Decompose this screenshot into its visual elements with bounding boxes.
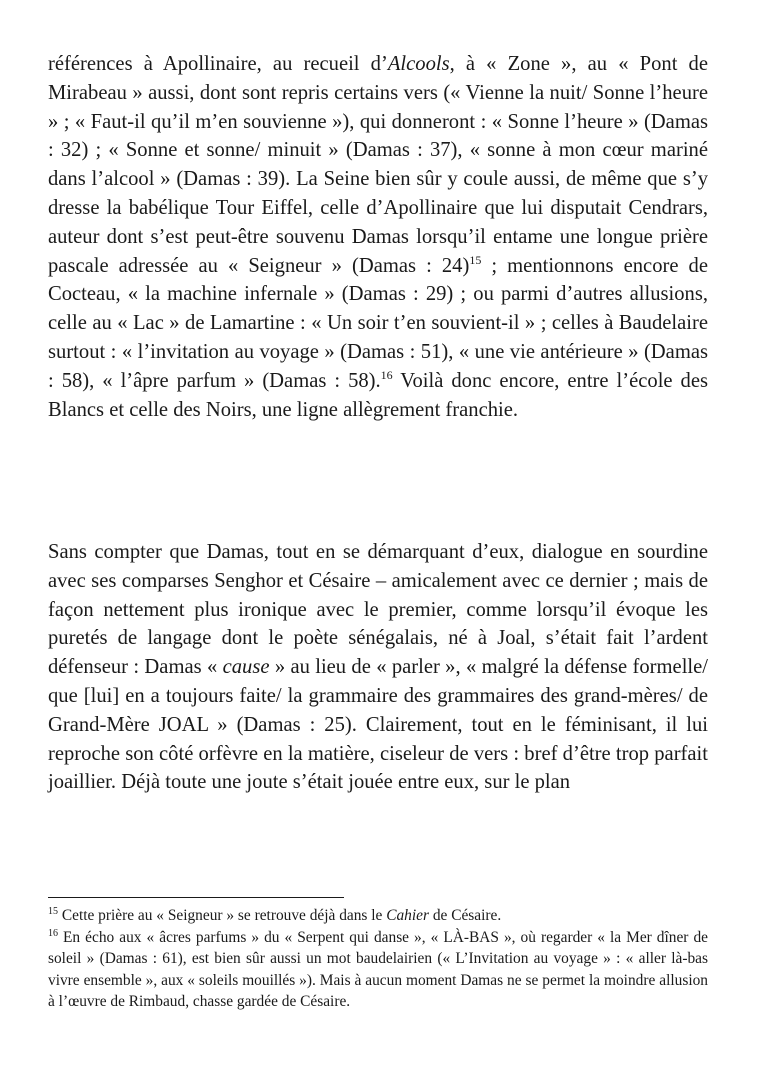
footnote-separator (48, 897, 344, 898)
footnote-number: 15 (48, 905, 58, 917)
body-paragraph-2 (48, 538, 708, 797)
paragraph-text: références à Apollinaire, au recueil d’ (48, 53, 388, 75)
footnote-number: 16 (48, 927, 58, 939)
footnotes (48, 905, 708, 1013)
footnote-ref-16[interactable]: 16 (380, 367, 393, 382)
paragraph-text: , à « Zone », au « Pont de Mirabeau » aussi, dont sont repris certains vers (« Vienne la nuit/ Sonne l’heure » ; « Faut-il qu’il m’en souvienne »), qui donneront : « Sonne l’heure » (Damas : 32) ; « Sonne et sonne/ minuit » (Damas : 37), « sonne à mon cœur mariné dans l’alcool » (Damas : 39). La Seine bien sûr y coule aussi, de même que s’y dresse la babélique Tour Eiffel, celle d’Apollinaire que lui disputait Cendrars, auteur dont s’est peut-être souvenu Damas lorsqu’il entame une longue prière pascale adressée au « Seigneur » (Damas : 24) (48, 53, 708, 277)
book-title-cahier: Cahier (386, 907, 429, 924)
paragraph-text: Voilà donc encore, entre l’école des Blancs et celle des Noirs, une ligne allègrement franchie. (48, 369, 709, 421)
footnote-15 (48, 905, 708, 927)
emphasis-cause: cause (222, 656, 270, 679)
footnote-16 (48, 927, 708, 1013)
body-paragraph-1 (48, 50, 708, 424)
paragraph-text: Sans compter que Damas, tout en se démarquant d’eux, dialogue en sourdine avec ses comparses Senghor et Césaire – amicalement avec ce dernier ; mais de façon nettement plus ironique avec le premier, comme lorsqu’il évoque les puretés de langage dont le poète sénégalais, né à Joal, s’était fait l’ardent défenseur : Damas « (48, 541, 708, 679)
paragraph-text: ; mentionnons encore de Cocteau, « la machine infernale » (Damas : 29) ; ou parmi d’autres allusions, celle au « Lac » de Lamartine : « Un soir t’en souvient-il » ; celles à Baudelaire surtout : « l’invitation au voyage » (Damas : 51), « une vie antérieure » (Damas : 58), « l’âpre parfum » (Damas : 58). (48, 254, 708, 392)
footnote-ref-15[interactable]: 15 (469, 252, 482, 267)
paragraph-text: » au lieu de « parler », « malgré la défense formelle/ que [lui] en a toujours faite/ la grammaire des grammaires des grand-mères/ de Grand-Mère JOAL » (Damas : 25). Clairement, tout en le féminisant, il lui reproche son côté orfèvre en la matière, ciseleur de vers : bref d’être trop parfait joaillier. Déjà toute une joute s’était jouée entre eux, sur le plan (48, 656, 709, 794)
book-title-alcools: Alcools (387, 53, 450, 75)
footnote-text: En écho aux « âcres parfums » du « Serpent qui danse », « LÀ-BAS », où regarder « la Mer dîner de soleil » (Damas : 61), est bien sûr aussi un mot baudelairien (« L’Invitation au voyage » : « aller là-bas vivre ensemble », aux « soleils mouillés »). Mais à aucun moment Damas ne se permet la moindre allusion à l’œuvre de Rimbaud, chasse gardée de Césaire. (48, 928, 708, 1011)
footnote-text: Cette prière au « Seigneur » se retrouve déjà dans le (58, 907, 387, 924)
footnote-text: de Césaire. (428, 907, 502, 924)
